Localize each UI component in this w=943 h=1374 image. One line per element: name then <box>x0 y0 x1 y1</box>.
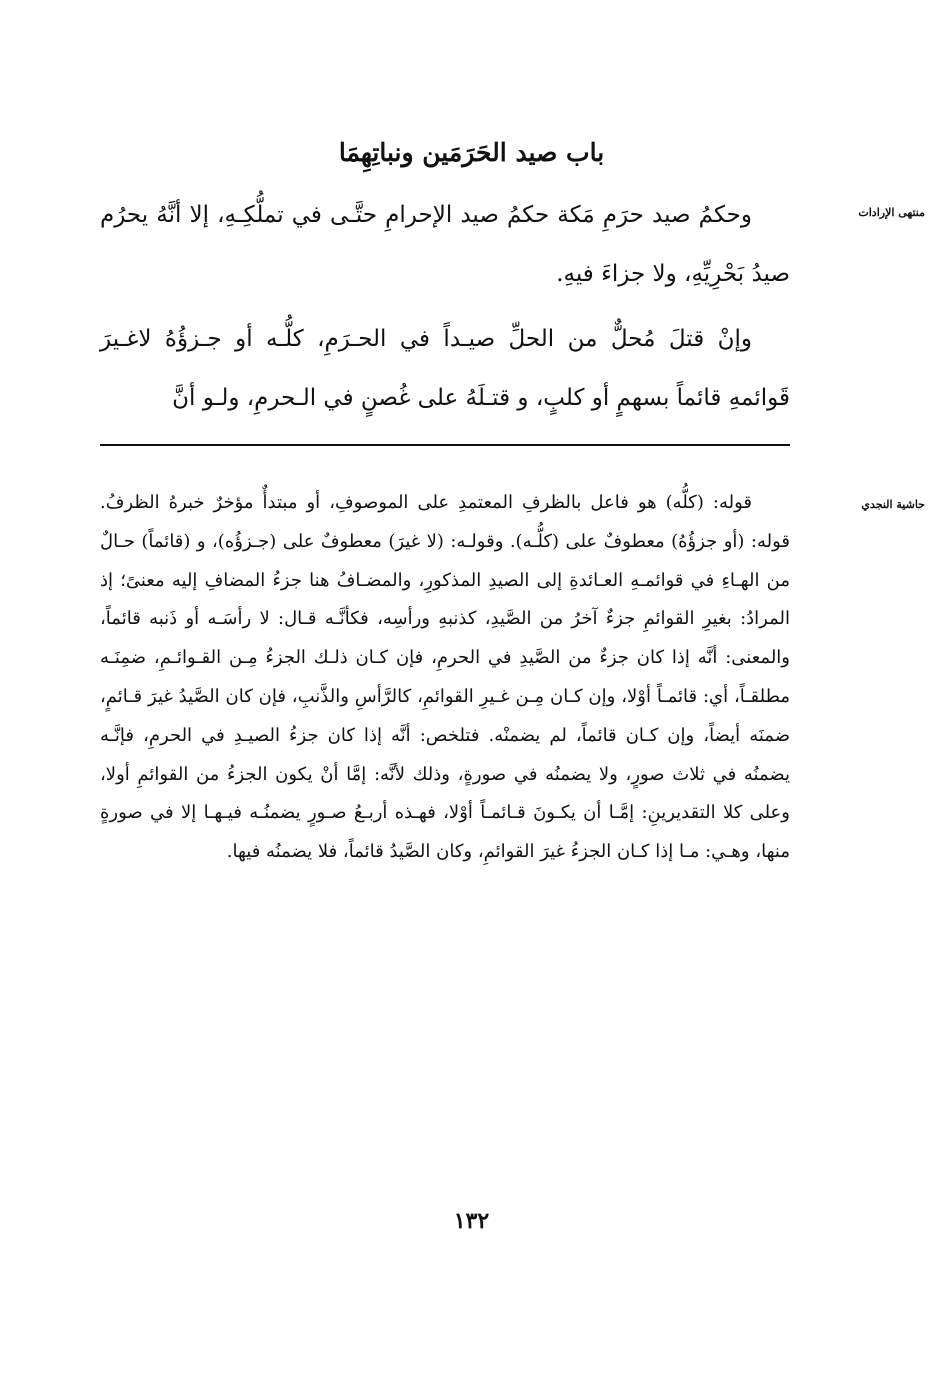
main-paragraph: وحكمُ صيد حرَمِ مَكة حكمُ صيد الإحرامِ حتَّـى في تملُّكِـهِ، إلا أنَّهُ يحرُم صيدُ بَحْرِيِّهِ، ولا جزاءَ فيهِ. <box>100 202 790 287</box>
main-paragraph: وإنْ قتلَ مُحلٌّ من الحلِّ صيـداً في الحـرَمِ، كلُّـه أو جـزؤُهُ لاغـيرَ قَوائمهِ قائماً بسهمٍ أو كلبٍ، و قتـلَهُ على غُصنٍ في الـحرمِ، ولـو أنَّ <box>100 326 790 411</box>
main-text <box>100 186 790 434</box>
chapter-title: باب صيد الحَرَمَين ونباتِهِمَا <box>338 138 605 167</box>
commentary-text <box>100 484 790 872</box>
section-divider <box>100 444 790 446</box>
page-number: ١٣٢ <box>453 1208 490 1234</box>
side-label-commentary: حاشية النجدي <box>861 498 925 511</box>
side-label-main-text: منتهى الإرادات <box>858 206 925 219</box>
commentary-paragraph: قوله: (كلُّه) هو فاعل بالظرفِ المعتمدِ على الموصوفِ، أو مبتدأٌ مؤخرٌ خبرهُ الظرفُ. قوله: (أو جزؤُهُ) معطوفٌ على (كلُّـه). وقولـه: (لا غيرَ) معطوفٌ على (جـزؤُه)، و (قائماً) حـالٌ من الهـاءِ في قوائمـهِ العـائدةِ إلى الصيدِ المذكورِ، والمضـافُ هنا جزءُ المضافِ إليه معنىً؛ إذ المرادُ: بغيرِ القوائمِ جزءٌ آخرُ من الصَّيدِ، كذنبهِ ورأسِه، فكأنَّـه قـال: لا رأسَـه أو ذَنبه قائماً، والمعنى: أنَّه إذا كان جزءٌ من الصَّيدِ في الحرمِ، فإن كـان ذلـك الجزءُ مِـن القـوائـمِ، ضمِنَـه مطلقـاً، أي: قائمـاً أوْلا، وإن كـان مِـن غـيرِ القوائمِ، كالرَّأسِ والذَّنبِ، فإن كان الصَّيدُ غيرَ قـائمٍ، ضمنَه أيضاً، وإن كـان قائماً، لم يضمنْه. فتلخص: أنَّه إذا كان جزءُ الصيـدِ في الحرمِ، فإنَّـه يضمنُه في ثلاث صورٍ، ولا يضمنُه في صورةٍ، وذلك لأنَّه: إمَّا أنْ يكون الجزءُ من القوائمِ أولا، وعلى كلا التقديرينِ: إمَّـا أن يكـونَ قـائمـاً أوْلا، فهـذه أربـعُ صـورٍ يضمنُـه فيـهـا إلا في صورةٍ منها، وهـي: مـا إذا كـان الجزءُ غيرَ القوائمِ، وكان الصَّيدُ قائماً، فلا يضمنُه فيها. <box>100 492 790 863</box>
